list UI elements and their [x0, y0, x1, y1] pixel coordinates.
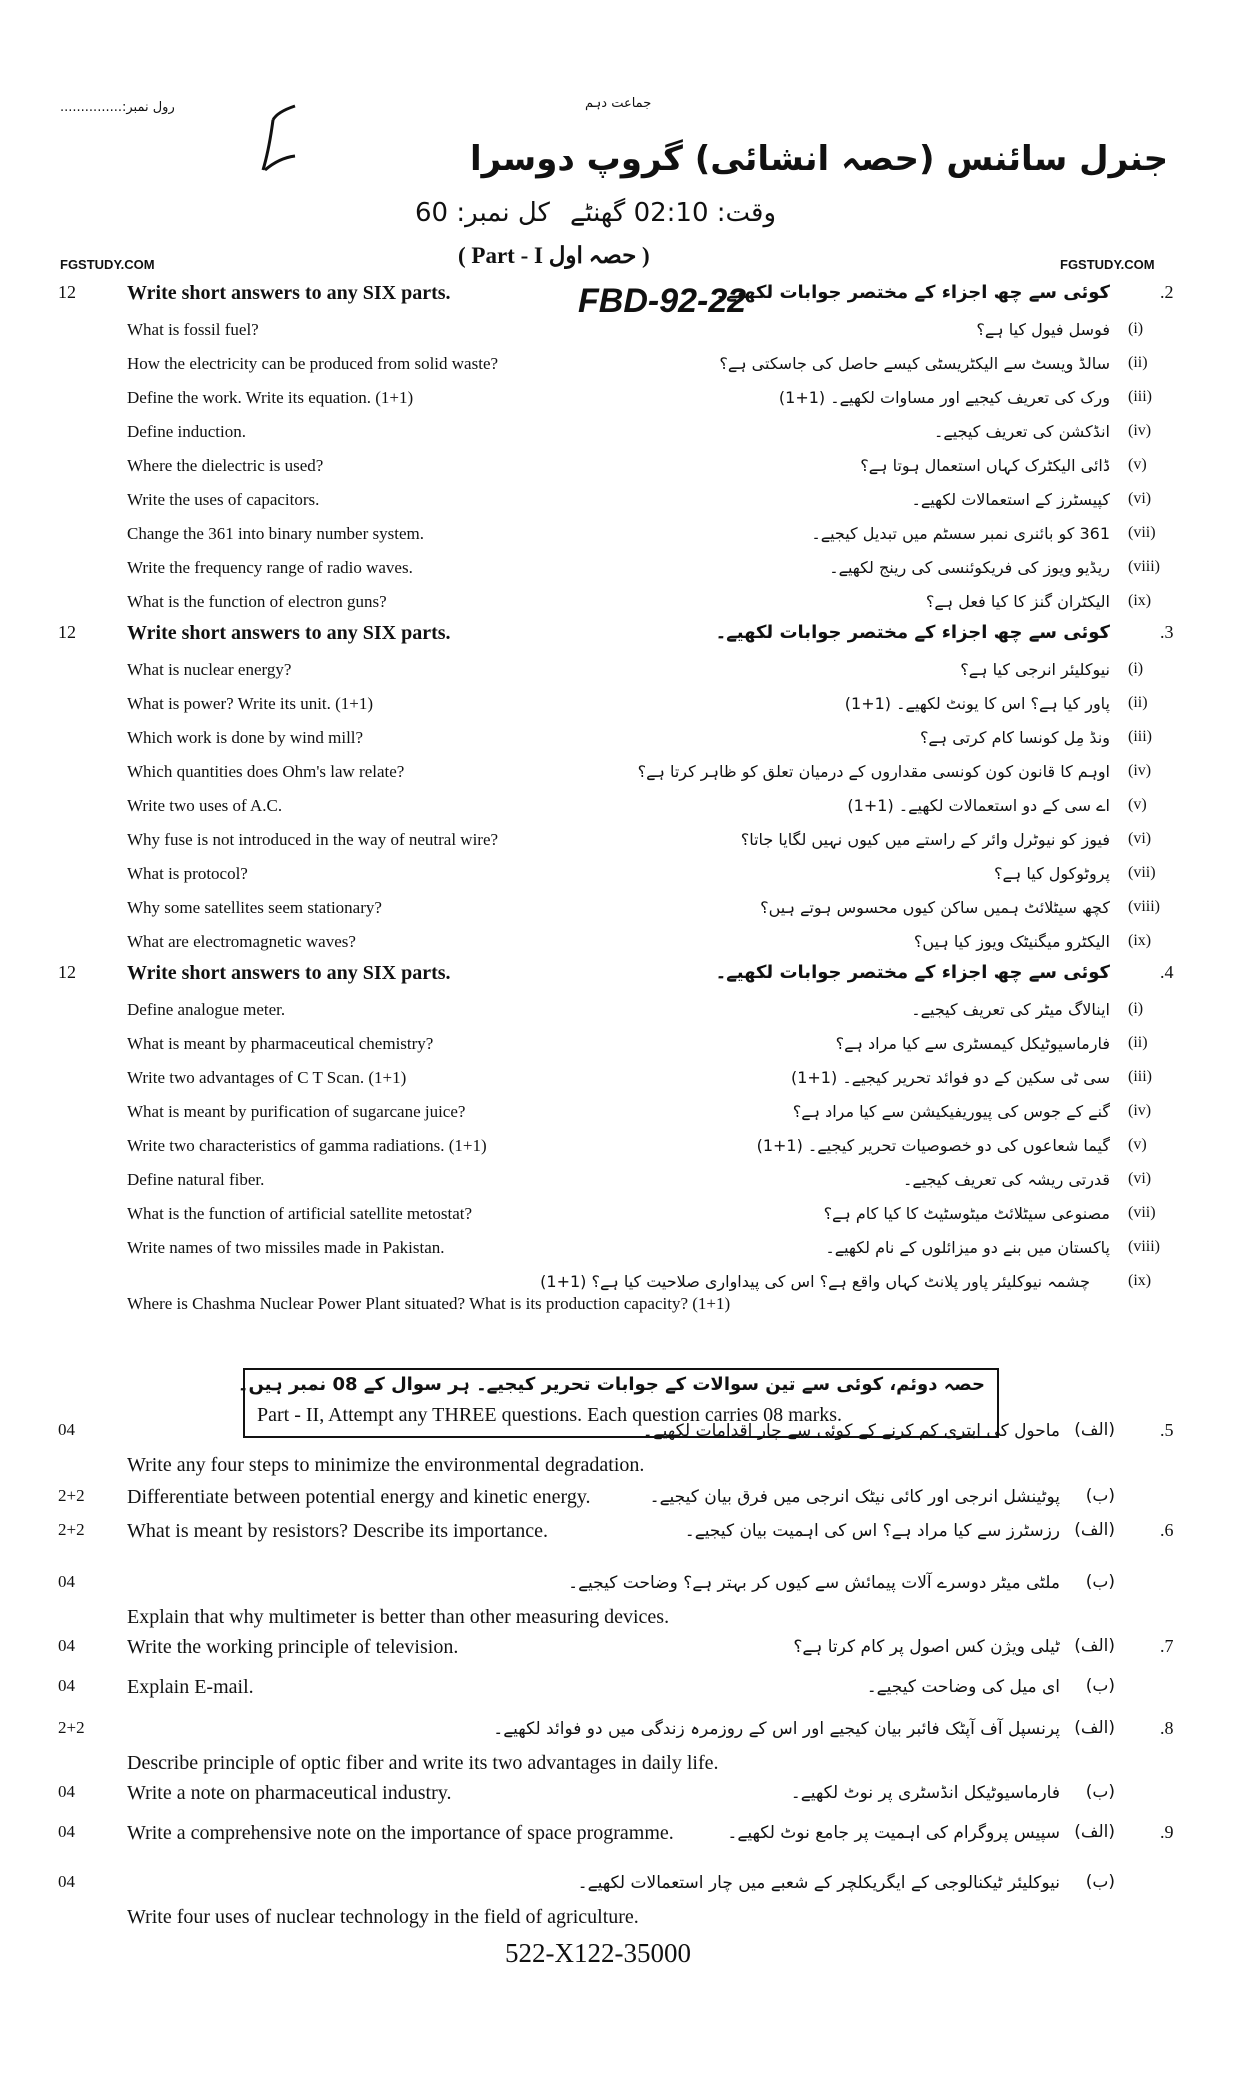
question-item — [0, 592, 1250, 622]
question-instruction: Write short answers to any SIX parts. — [127, 282, 451, 304]
paper-code: FBD-92-22 — [578, 282, 747, 320]
sub-part-label: (الف) — [1074, 1718, 1115, 1738]
question-item — [0, 796, 1250, 826]
question-text-urdu: پاور کیا ہے؟ اس کا یونٹ لکھیے۔ (1+1) — [844, 694, 1110, 713]
roman-numeral: (v) — [1128, 1136, 1147, 1153]
question-text: What is meant by resistors? Describe its importance. — [127, 1520, 548, 1542]
question-item — [0, 490, 1250, 520]
question-marks: 12 — [58, 962, 76, 982]
total-marks: کل نمبر: 60 — [415, 198, 550, 228]
question-header — [0, 622, 1250, 652]
question-text-urdu: سی ٹی سکین کے دو فوائد تحریر کیجیے۔ (1+1) — [790, 1068, 1110, 1087]
question-text: Define natural fiber. — [127, 1170, 265, 1189]
question-number: .4 — [1160, 962, 1174, 982]
question-text-urdu: الیکٹران گنز کا کیا فعل ہے؟ — [925, 592, 1110, 611]
question-text: What is meant by purification of sugarcane juice? — [127, 1102, 466, 1121]
question-item — [0, 388, 1250, 418]
roman-numeral: (vii) — [1128, 524, 1156, 541]
roman-numeral: (iii) — [1128, 1068, 1152, 1085]
question-text: What is power? Write its unit. (1+1) — [127, 694, 374, 713]
question-marks: 12 — [58, 622, 76, 642]
question-item — [0, 660, 1250, 690]
part-one-heading: ( Part - I حصہ اول ) — [458, 243, 650, 268]
roman-numeral: (vi) — [1128, 490, 1152, 507]
question-item — [0, 456, 1250, 486]
sub-part-label: (ب) — [1085, 1486, 1115, 1506]
question-text: Why fuse is not introduced in the way of neutral wire? — [127, 830, 499, 849]
question-text: Why some satellites seem stationary? — [127, 898, 382, 917]
question-text-urdu: ماحول کی ابتری کم کرنے کے کوئی سے چار اقدامات لکھیے۔ — [642, 1421, 1060, 1441]
question-item — [0, 1238, 1250, 1268]
question-text: Write four uses of nuclear technology in the field of agriculture. — [127, 1906, 639, 1928]
question-text-urdu: نیوکلیئر ٹیکنالوجی کے ایگریکلچر کے شعبے میں چار استعمالات لکھیے۔ — [577, 1873, 1060, 1893]
question-marks: 04 — [58, 1822, 75, 1841]
roman-numeral: (vi) — [1128, 830, 1152, 847]
roman-numeral: (vi) — [1128, 1170, 1152, 1187]
question-text: Write the working principle of television. — [127, 1636, 459, 1658]
roman-numeral: (ix) — [1128, 932, 1152, 949]
watermark: FGSTUDY.COM — [60, 257, 155, 272]
question-text-urdu: الیکٹرو میگنیٹک ویوز کیا ہیں؟ — [913, 932, 1110, 951]
roman-numeral: (i) — [1128, 320, 1144, 337]
roman-numeral: (iii) — [1128, 388, 1152, 405]
question-number: .8 — [1160, 1718, 1174, 1738]
class-label: جماعت دہم — [585, 96, 652, 111]
question-item — [0, 524, 1250, 554]
question-marks: 2+2 — [58, 1520, 85, 1539]
roman-numeral: (i) — [1128, 1000, 1144, 1017]
question-text-urdu: گنے کے جوس کی پیوریفیکیشن سے کیا مراد ہے؟ — [792, 1102, 1110, 1121]
watermark: FGSTUDY.COM — [1060, 257, 1155, 272]
sub-part-label: (ب) — [1085, 1572, 1115, 1592]
question-text: What is the function of artificial satellite metostat? — [127, 1204, 473, 1223]
question-text: Define the work. Write its equation. (1+1) — [127, 388, 414, 407]
roman-numeral: (ix) — [1128, 592, 1152, 609]
sub-part-label: (ب) — [1085, 1782, 1115, 1802]
question-text-urdu: ورک کی تعریف کیجیے اور مساوات لکھیے۔ (1+1) — [778, 388, 1110, 407]
question-text-urdu: پوٹینشل انرجی اور کائی نیٹک انرجی میں فرق بیان کیجیے۔ — [649, 1487, 1060, 1507]
time-allowed: وقت: 02:10 گھنٹے — [570, 198, 777, 228]
question-text: Write the uses of capacitors. — [127, 490, 320, 509]
question-marks: 12 — [58, 282, 76, 302]
question-text: Where the dielectric is used? — [127, 456, 324, 475]
question-text: What is the function of electron guns? — [127, 592, 387, 611]
question-text-urdu: 361 کو بائنری نمبر سسٹم میں تبدیل کیجیے۔ — [811, 524, 1110, 543]
roman-numeral: (ii) — [1128, 354, 1148, 371]
sub-part-label: (الف) — [1074, 1520, 1115, 1540]
question-item — [0, 898, 1250, 928]
question-text: Where is Chashma Nuclear Power Plant situated? What is its production capacity? (1+1) — [127, 1294, 731, 1313]
question-text-urdu: چشمہ نیوکلیئر پاور پلانٹ کہاں واقع ہے؟ اس کی پیداواری صلاحیت کیا ہے؟ (1+1) — [540, 1272, 1090, 1291]
question-text-urdu: گیما شعاعوں کی دو خصوصیات تحریر کیجیے۔ (1+1) — [756, 1136, 1110, 1155]
question-item — [0, 694, 1250, 724]
question-number: .5 — [1160, 1420, 1174, 1440]
roman-numeral: (v) — [1128, 456, 1147, 473]
question-text: Change the 361 into binary number system. — [127, 524, 424, 543]
question-text-urdu: ڈائی الیکٹرک کہاں استعمال ہوتا ہے؟ — [860, 456, 1110, 475]
sub-part-label: (الف) — [1074, 1636, 1115, 1656]
paper-title: جنرل سائنس (حصہ انشائی) گروپ دوسرا — [470, 139, 1169, 179]
question-text-urdu: اینالاگ میٹر کی تعریف کیجیے۔ — [911, 1000, 1110, 1019]
question-item — [0, 864, 1250, 894]
question-item — [0, 830, 1250, 860]
question-text: Write two advantages of C T Scan. (1+1) — [127, 1068, 407, 1087]
question-marks: 04 — [58, 1872, 75, 1891]
question-text: How the electricity can be produced from solid waste? — [127, 354, 499, 373]
question-text: Define analogue meter. — [127, 1000, 286, 1019]
question-text-urdu: انڈکشن کی تعریف کیجیے۔ — [934, 422, 1110, 441]
question-text-urdu: قدرتی ریشہ کی تعریف کیجیے۔ — [902, 1170, 1110, 1189]
question-marks: 04 — [58, 1782, 75, 1801]
long-question — [0, 1872, 1250, 1942]
question-text: What is meant by pharmaceutical chemistry? — [127, 1034, 434, 1053]
question-text-urdu: ٹیلی ویژن کس اصول پر کام کرتا ہے؟ — [793, 1637, 1060, 1657]
question-text: What is nuclear energy? — [127, 660, 292, 679]
question-instruction: Write short answers to any SIX parts. — [127, 962, 451, 984]
question-text: What are electromagnetic waves? — [127, 932, 356, 951]
question-text-urdu: فوسل فیول کیا ہے؟ — [976, 320, 1110, 339]
question-item — [0, 1034, 1250, 1064]
part-two-instructions: Part - II, Attempt any THREE questions. Each question carries 08 marks. — [257, 1404, 843, 1426]
question-text: Write two characteristics of gamma radiations. (1+1) — [127, 1136, 487, 1155]
roman-numeral: (viii) — [1128, 558, 1160, 575]
question-text: Write two uses of A.C. — [127, 796, 283, 815]
roman-numeral: (v) — [1128, 796, 1147, 813]
question-number: .7 — [1160, 1636, 1174, 1656]
question-item — [0, 1000, 1250, 1030]
question-text-urdu: رزسٹرز سے کیا مراد ہے؟ اس کی اہمیت بیان کیجیے۔ — [684, 1521, 1060, 1541]
question-text-urdu: اے سی کے دو استعمالات لکھیے۔ (1+1) — [847, 796, 1110, 815]
roman-numeral: (ii) — [1128, 1034, 1148, 1051]
question-text: Which work is done by wind mill? — [127, 728, 364, 747]
question-number: .6 — [1160, 1520, 1174, 1540]
roman-numeral: (iv) — [1128, 762, 1152, 779]
question-instruction: Write short answers to any SIX parts. — [127, 622, 451, 644]
question-text: Describe principle of optic fiber and write its two advantages in daily life. — [127, 1752, 719, 1774]
question-text: What is fossil fuel? — [127, 320, 259, 339]
roman-numeral: (iv) — [1128, 422, 1152, 439]
question-item — [0, 1272, 1250, 1313]
question-text-urdu: سپیس پروگرام کی اہمیت پر جامع نوٹ لکھیے۔ — [727, 1823, 1060, 1843]
question-item — [0, 354, 1250, 384]
question-text: Define induction. — [127, 422, 246, 441]
question-text-urdu: ونڈ مِل کونسا کام کرتی ہے؟ — [919, 728, 1110, 747]
question-instruction-urdu: کوئی سے چھ اجزاء کے مختصر جوابات لکھیے۔ — [715, 282, 1110, 303]
part-two-instructions-urdu: حصہ دوئم، کوئی سے تین سوالات کے جوابات تحریر کیجیے۔ ہر سوال کے 08 نمبر ہیں۔ — [237, 1374, 985, 1395]
question-item — [0, 728, 1250, 758]
question-text: Write names of two missiles made in Pakistan. — [127, 1238, 445, 1257]
question-text: Write a comprehensive note on the importance of space programme. — [127, 1822, 674, 1844]
question-marks: 04 — [58, 1676, 75, 1695]
long-question — [0, 1572, 1250, 1642]
question-instruction-urdu: کوئی سے چھ اجزاء کے مختصر جوابات لکھیے۔ — [715, 962, 1110, 983]
question-text: Write the frequency range of radio waves. — [127, 558, 413, 577]
question-number: .2 — [1160, 282, 1174, 302]
roman-numeral: (iii) — [1128, 728, 1152, 745]
question-text-urdu: نیوکلیئر انرجی کیا ہے؟ — [960, 660, 1110, 679]
question-item — [0, 422, 1250, 452]
question-item — [0, 1170, 1250, 1200]
question-item — [0, 1136, 1250, 1166]
question-marks: 2+2 — [58, 1486, 85, 1505]
question-marks: 04 — [58, 1572, 75, 1591]
question-text: Write a note on pharmaceutical industry. — [127, 1782, 452, 1804]
question-text-urdu: کپیسٹرز کے استعمالات لکھیے۔ — [911, 490, 1110, 509]
question-text: Differentiate between potential energy and kinetic energy. — [127, 1486, 591, 1508]
paper-footer-code: 522-X122-35000 — [505, 1938, 691, 1968]
roman-numeral: (vii) — [1128, 1204, 1156, 1221]
question-marks: 2+2 — [58, 1718, 85, 1737]
long-question — [0, 1420, 1250, 1490]
question-item — [0, 762, 1250, 792]
question-text-urdu: پاکستان میں بنے دو میزائلوں کے نام لکھیے۔ — [825, 1238, 1110, 1257]
question-text-urdu: پروٹوکول کیا ہے؟ — [994, 864, 1110, 883]
question-item — [0, 1102, 1250, 1132]
question-text: Explain E-mail. — [127, 1676, 254, 1698]
question-text-urdu: ریڈیو ویوز کی فریکوئنسی کی رینج لکھیے۔ — [829, 558, 1110, 577]
question-item — [0, 1068, 1250, 1098]
question-text-urdu: ملٹی میٹر دوسرے آلات پیمائش سے کیوں کر بہتر ہے؟ وضاحت کیجیے۔ — [568, 1573, 1060, 1593]
roman-numeral: (vii) — [1128, 864, 1156, 881]
sub-part-label: (الف) — [1074, 1420, 1115, 1440]
question-number: .3 — [1160, 622, 1174, 642]
roman-numeral: (ii) — [1128, 694, 1148, 711]
roll-number-field: رول نمبر:............... — [60, 100, 175, 115]
question-text-urdu: فارماسیوٹیکل کیمسٹری سے کیا مراد ہے؟ — [835, 1034, 1110, 1053]
question-item — [0, 558, 1250, 588]
question-text-urdu: پرنسپل آف آپٹک فائبر بیان کیجیے اور اس کے روزمرہ زندگی میں دو فوائد لکھیے۔ — [493, 1719, 1060, 1739]
sub-part-label: (ب) — [1085, 1676, 1115, 1696]
question-number: .9 — [1160, 1822, 1174, 1842]
roman-numeral: (viii) — [1128, 1238, 1160, 1255]
roman-numeral: (ix) — [1128, 1272, 1152, 1289]
question-text-urdu: فارماسیوٹیکل انڈسٹری پر نوٹ لکھیے۔ — [790, 1783, 1060, 1803]
question-item — [0, 320, 1250, 350]
question-text-urdu: کچھ سیٹلائٹ ہمیں ساکن کیوں محسوس ہوتے ہیں؟ — [760, 898, 1110, 917]
question-instruction-urdu: کوئی سے چھ اجزاء کے مختصر جوابات لکھیے۔ — [715, 622, 1110, 643]
question-text-urdu: اوہم کا قانون کون کونسی مقداروں کے درمیان تعلق کو ظاہر کرتا ہے؟ — [637, 762, 1110, 781]
question-text-urdu: ای میل کی وضاحت کیجیے۔ — [866, 1677, 1060, 1697]
question-item — [0, 932, 1250, 962]
long-question — [0, 1718, 1250, 1788]
sub-part-label: (الف) — [1074, 1822, 1115, 1842]
sub-part-label: (ب) — [1085, 1872, 1115, 1892]
question-text-urdu: سالڈ ویسٹ سے الیکٹریسٹی کیسے حاصل کی جاسکتی ہے؟ — [719, 354, 1110, 373]
question-header — [0, 962, 1250, 992]
question-marks: 04 — [58, 1636, 75, 1655]
roman-numeral: (viii) — [1128, 898, 1160, 915]
question-item — [0, 1204, 1250, 1234]
question-text: What is protocol? — [127, 864, 248, 883]
question-header — [0, 282, 1250, 312]
question-text-urdu: مصنوعی سیٹلائٹ میٹوسٹیٹ کا کیا کام ہے؟ — [823, 1204, 1110, 1223]
handwritten-mark-icon — [255, 100, 325, 190]
question-text: Explain that why multimeter is better than other measuring devices. — [127, 1606, 670, 1628]
roman-numeral: (iv) — [1128, 1102, 1152, 1119]
question-text: Write any four steps to minimize the environmental degradation. — [127, 1454, 645, 1476]
question-text: Which quantities does Ohm's law relate? — [127, 762, 405, 781]
roman-numeral: (i) — [1128, 660, 1144, 677]
question-marks: 04 — [58, 1420, 75, 1439]
question-text-urdu: فیوز کو نیوٹرل وائر کے راستے میں کیوں نہیں لگایا جاتا؟ — [740, 830, 1110, 849]
